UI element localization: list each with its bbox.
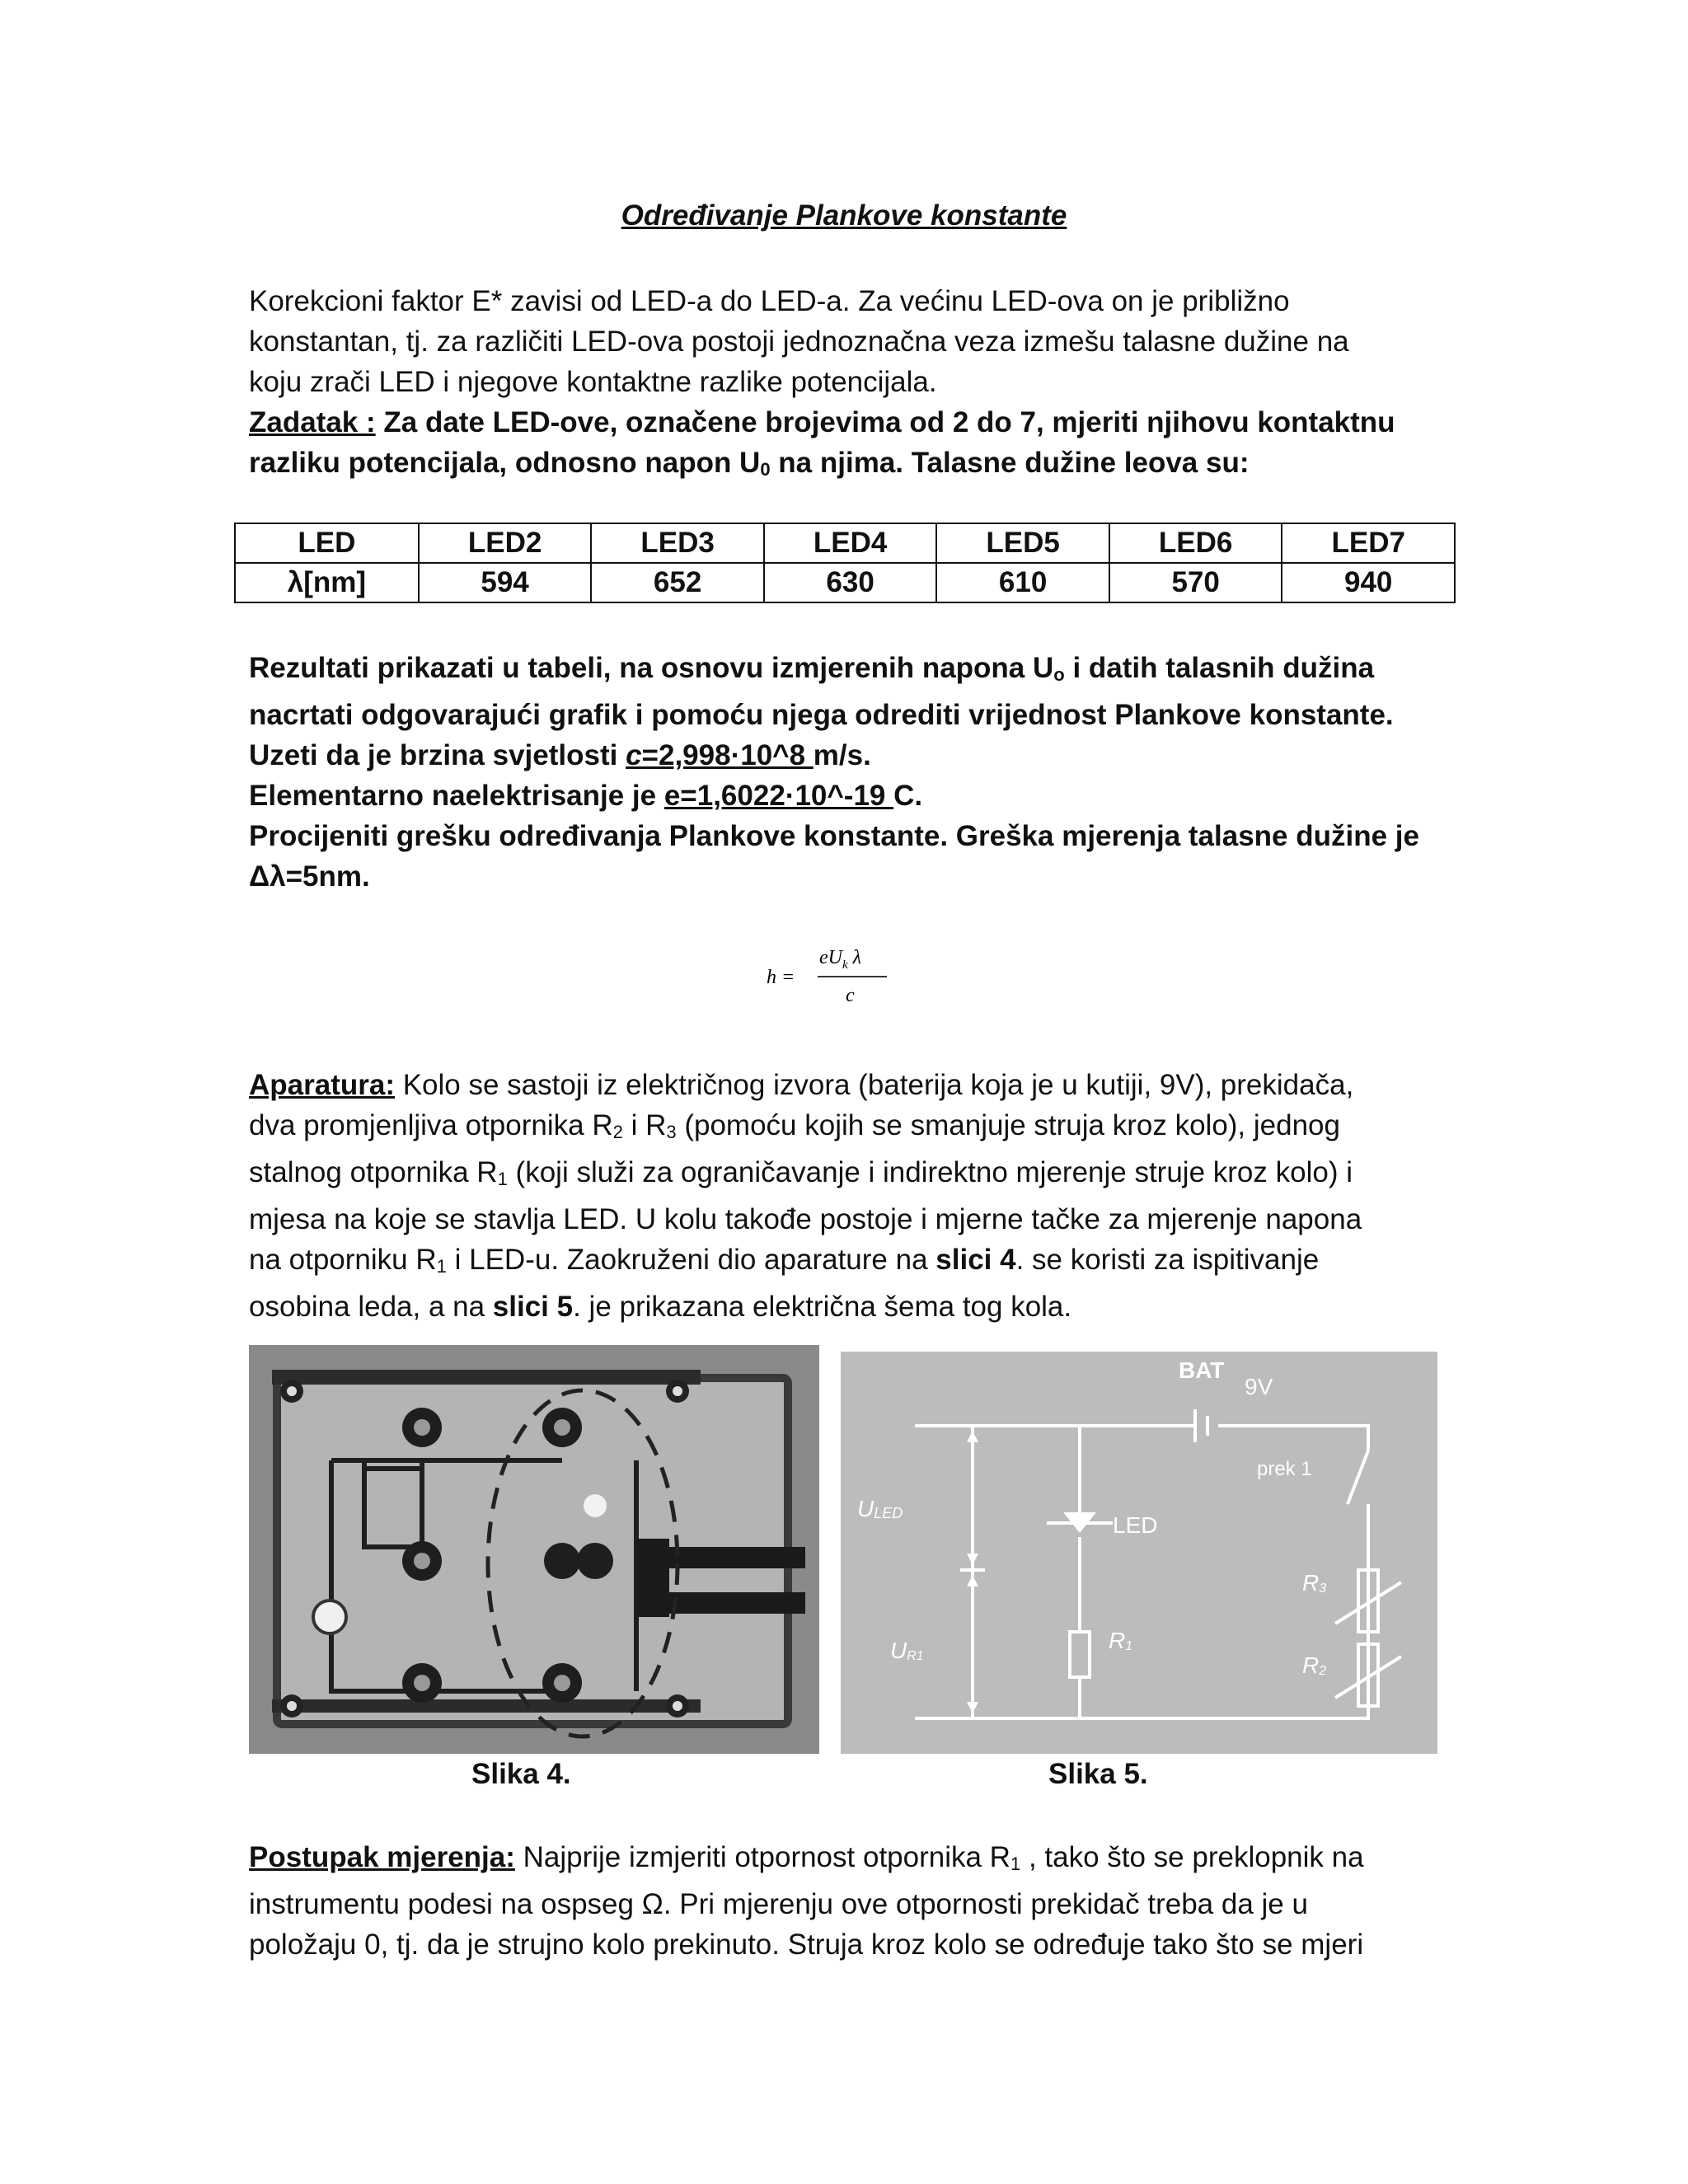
apparatus-line: mjesa na koje se stavlja LED. U kolu takođe postoje i mjerne tačke za mjerenje napona (249, 1203, 1362, 1235)
apparatus-text: (koji služi za ograničavanje i indirektno mjerenje struje kroz kolo) i (507, 1156, 1353, 1188)
table-row (235, 563, 1455, 602)
subscript: 1 (436, 1256, 447, 1277)
subscript: 1 (497, 1169, 508, 1189)
table-cell: LED7 (1282, 523, 1455, 563)
subscript: 1 (1010, 1854, 1021, 1874)
results-text: Uzeti da je brzina svjetlosti (249, 739, 626, 771)
results-text: Rezultati prikazati u tabeli, na osnovu izmjerenih napona U (249, 652, 1054, 684)
table-cell: 570 (1109, 563, 1282, 602)
apparatus-photo (249, 1345, 819, 1754)
uled-label: ULED (857, 1496, 903, 1521)
procedure-line: položaju 0, tj. da je strujno kolo prekinuto. Struja kroz kolo se određuje tako što se mjeri (249, 1929, 1364, 1961)
apparatus-label: Aparatura: (249, 1069, 395, 1101)
figure-4-caption: Slika 4. (471, 1758, 571, 1790)
table-cell: LED6 (1109, 523, 1282, 563)
apparatus-line (249, 1240, 1452, 1286)
value-text: =2,998·10^8 (641, 739, 814, 771)
apparatus-text: dva promjenljiva otpornika R (249, 1109, 613, 1141)
subscript: 0 (760, 459, 771, 480)
apparatus-line (249, 1286, 1452, 1327)
results-line (249, 735, 1452, 776)
apparatus-line (249, 1152, 1452, 1199)
task-line (249, 402, 1452, 443)
planck-formula (767, 942, 898, 1006)
circuit-schematic (841, 1352, 1437, 1754)
table-cell: 610 (936, 563, 1109, 602)
results-line: Δλ=5nm. (249, 860, 370, 893)
table-cell: 594 (419, 563, 592, 602)
task-text: Za date LED-ove, označene brojevima od 2 do 7, mjeriti njihovu kontaktnu (375, 406, 1395, 438)
intro-line: konstantan, tj. za različiti LED-ova postoji jednoznačna veza izmešu talasne dužine na (249, 326, 1349, 358)
table-cell: 652 (591, 563, 764, 602)
table-cell: LED4 (764, 523, 937, 563)
figure-5-caption: Slika 5. (1048, 1758, 1148, 1790)
subscript: 3 (666, 1122, 677, 1142)
apparatus-text: osobina leda, a na (249, 1291, 493, 1323)
symbol-c: c (626, 739, 642, 771)
results-text: Elementarno naelektrisanje je (249, 780, 664, 812)
formula-denominator: c (846, 985, 855, 1006)
task-line (249, 443, 1452, 490)
led-wavelength-table (234, 523, 1456, 603)
apparatus-line (249, 1105, 1452, 1152)
task-text: razliku potencijala, odnosno napon U (249, 447, 761, 479)
apparatus-paragraph (249, 1065, 1452, 1327)
procedure-text: , tako što se preklopnik na (1020, 1841, 1364, 1873)
apparatus-text: na otporniku R (249, 1244, 437, 1276)
table-cell: λ[nm] (235, 563, 419, 602)
table-cell: LED2 (419, 523, 592, 563)
page-title: Određivanje Plankove konstante (621, 199, 1067, 232)
ur1-label: UR1 (890, 1638, 924, 1663)
figure-reference: slici 5 (492, 1291, 574, 1323)
table-cell: 630 (764, 563, 937, 602)
procedure-line: instrumentu podesi na ospseg Ω. Pri mjerenju ove otpornosti prekidač treba da je u (249, 1888, 1308, 1920)
r2-label: R2 (1302, 1652, 1327, 1678)
apparatus-text: . se koristi za ispitivanje (1015, 1244, 1320, 1276)
apparatus-line (249, 1065, 1452, 1105)
apparatus-text: i LED-u. Zaokruženi dio aparature na (446, 1244, 936, 1276)
table-header-row (235, 523, 1455, 563)
formula-eu: eU (819, 947, 842, 968)
apparatus-text: (pomoću kojih se smanjuje struja kroz kolo), jednog (676, 1109, 1340, 1141)
formula-numerator (819, 947, 861, 972)
results-paragraph (249, 648, 1452, 897)
results-line: Procijeniti grešku određivanja Plankove konstante. Greška mjerenja talasne dužine je (249, 820, 1419, 852)
led-label: LED (1113, 1512, 1158, 1538)
formula-lhs: h = (767, 967, 795, 988)
subscript: o (1053, 664, 1065, 685)
apparatus-text: Kolo se sastoji iz električnog izvora (baterija koja je u kutiji, 9V), prekidača, (394, 1069, 1354, 1101)
table-cell: 940 (1282, 563, 1455, 602)
formula-lambda: λ (847, 947, 862, 968)
apparatus-text: stalnog otpornika R (249, 1156, 498, 1188)
intro-line: koju zrači LED i njegove kontaktne razlike potencijala. (249, 366, 937, 398)
elementary-charge-value: e=1,6022·10^-19 (663, 780, 894, 812)
r3-label: R3 (1302, 1570, 1327, 1596)
results-text: C. (893, 780, 923, 812)
speed-of-light-value (626, 739, 814, 771)
results-line (249, 776, 1452, 816)
apparatus-photo-drawing (249, 1345, 819, 1754)
results-line: nacrtati odgovarajući grafik i pomoću njega odrediti vrijednost Plankove konstante. (249, 699, 1394, 731)
task-text: na njima. Talasne dužine leova su: (770, 447, 1250, 479)
task-label: Zadatak : (249, 406, 376, 438)
r1-label: R1 (1109, 1628, 1133, 1653)
intro-line: Korekcioni faktor E* zavisi od LED-a do LED-a. Za većinu LED-ova on je približno (249, 285, 1290, 317)
apparatus-text: i R (622, 1109, 667, 1141)
table-cell: LED (235, 523, 419, 563)
voltage-label: 9V (1245, 1374, 1273, 1399)
results-text: i datih talasnih dužina (1064, 652, 1375, 684)
apparatus-text: . je prikazana električna šema tog kola. (573, 1291, 1072, 1323)
results-line (249, 648, 1452, 695)
procedure-text: Najprije izmjeriti otpornost otpornika R (514, 1841, 1010, 1873)
table-cell: LED5 (936, 523, 1109, 563)
figure-reference: slici 4 (935, 1244, 1016, 1276)
procedure-label: Postupak mjerenja: (249, 1841, 515, 1873)
subscript: 2 (612, 1122, 623, 1142)
bat-label: BAT (1179, 1357, 1225, 1383)
procedure-line (249, 1837, 1452, 1884)
table-cell: LED3 (591, 523, 764, 563)
circuit-schematic-drawing (841, 1352, 1437, 1754)
intro-paragraph (249, 281, 1452, 490)
procedure-paragraph (249, 1837, 1452, 1965)
switch-label: prek 1 (1257, 1458, 1312, 1480)
results-text: m/s. (813, 739, 871, 771)
formula-sub-k: k (842, 958, 848, 972)
